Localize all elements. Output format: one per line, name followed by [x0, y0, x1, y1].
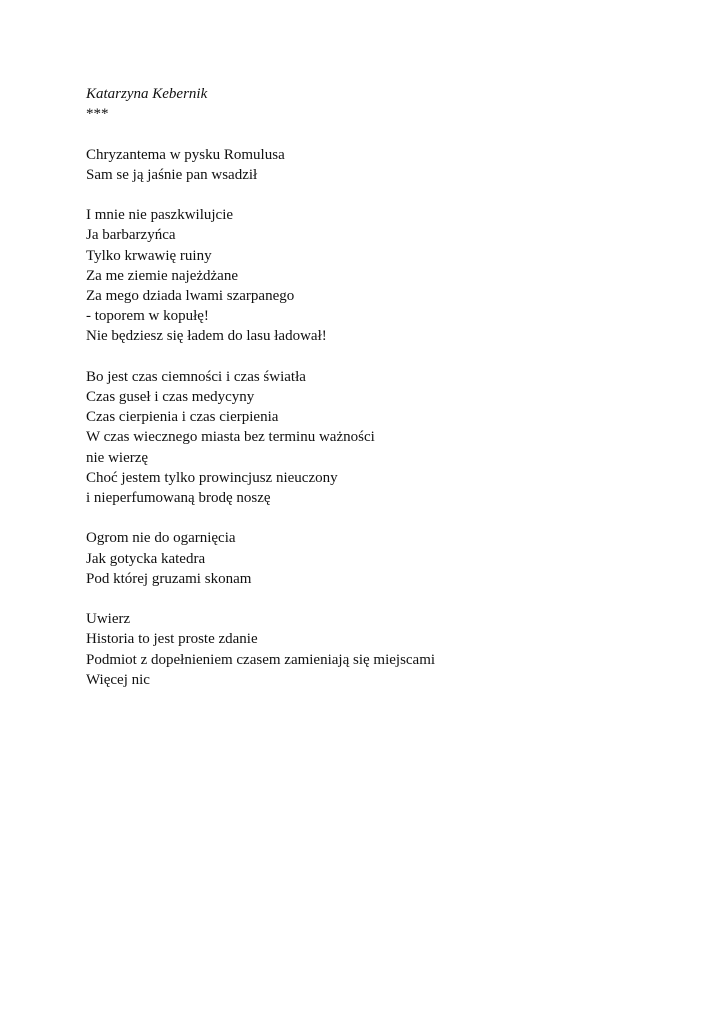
poem-line: nie wierzę	[86, 449, 149, 466]
poem-line: Tylko krwawię ruiny	[86, 247, 212, 264]
poem-line: Bo jest czas ciemności i czas światła	[86, 368, 306, 385]
poem-line: I mnie nie paszkwilujcie	[86, 207, 234, 224]
poem-line: Więcej nic	[86, 671, 150, 688]
poem-line: Jak gotycka katedra	[86, 550, 206, 567]
poem-line: Chryzantema w pysku Romulusa	[86, 146, 285, 163]
blank-line	[86, 124, 686, 144]
blank-line	[86, 185, 686, 205]
poem-line: Za me ziemie najeżdżane	[86, 267, 238, 284]
poem-line: - toporem w kopułę!	[86, 308, 209, 325]
poem-line: Historia to jest proste zdanie	[86, 631, 258, 648]
poem-line: Ja barbarzyńca	[86, 227, 176, 244]
poem-line: Czas guseł i czas medycyny	[86, 389, 255, 405]
poem-line: Choć jestem tylko prowincjusz nieuczony	[86, 469, 338, 486]
poem-line: Pod której gruzami skonam	[86, 570, 252, 587]
poem-line: Czas cierpienia i czas cierpienia	[86, 409, 279, 426]
poem-line: Sam se ją jaśnie pan wsadził	[86, 166, 258, 183]
poem-line: Podmiot z dopełnieniem czasem zamieniają się miejscami	[86, 651, 436, 668]
poem-line: W czas wiecznego miasta bez terminu ważności	[86, 429, 375, 446]
poem-author: Katarzyna Kebernik	[86, 86, 208, 102]
blank-line	[86, 589, 686, 609]
poem-line: Ogrom nie do ogarnięcia	[86, 530, 236, 547]
poem-text	[86, 84, 686, 690]
poem-title: ***	[86, 106, 109, 123]
poem-line: Nie będziesz się ładem do lasu ładował!	[86, 328, 327, 345]
poem-line: i nieperfumowaną brodę noszę	[86, 490, 271, 507]
blank-line	[86, 508, 686, 528]
poem-line: Uwierz	[86, 611, 131, 628]
poem-line: Za mego dziada lwami szarpanego	[86, 288, 295, 304]
blank-line	[86, 347, 686, 367]
